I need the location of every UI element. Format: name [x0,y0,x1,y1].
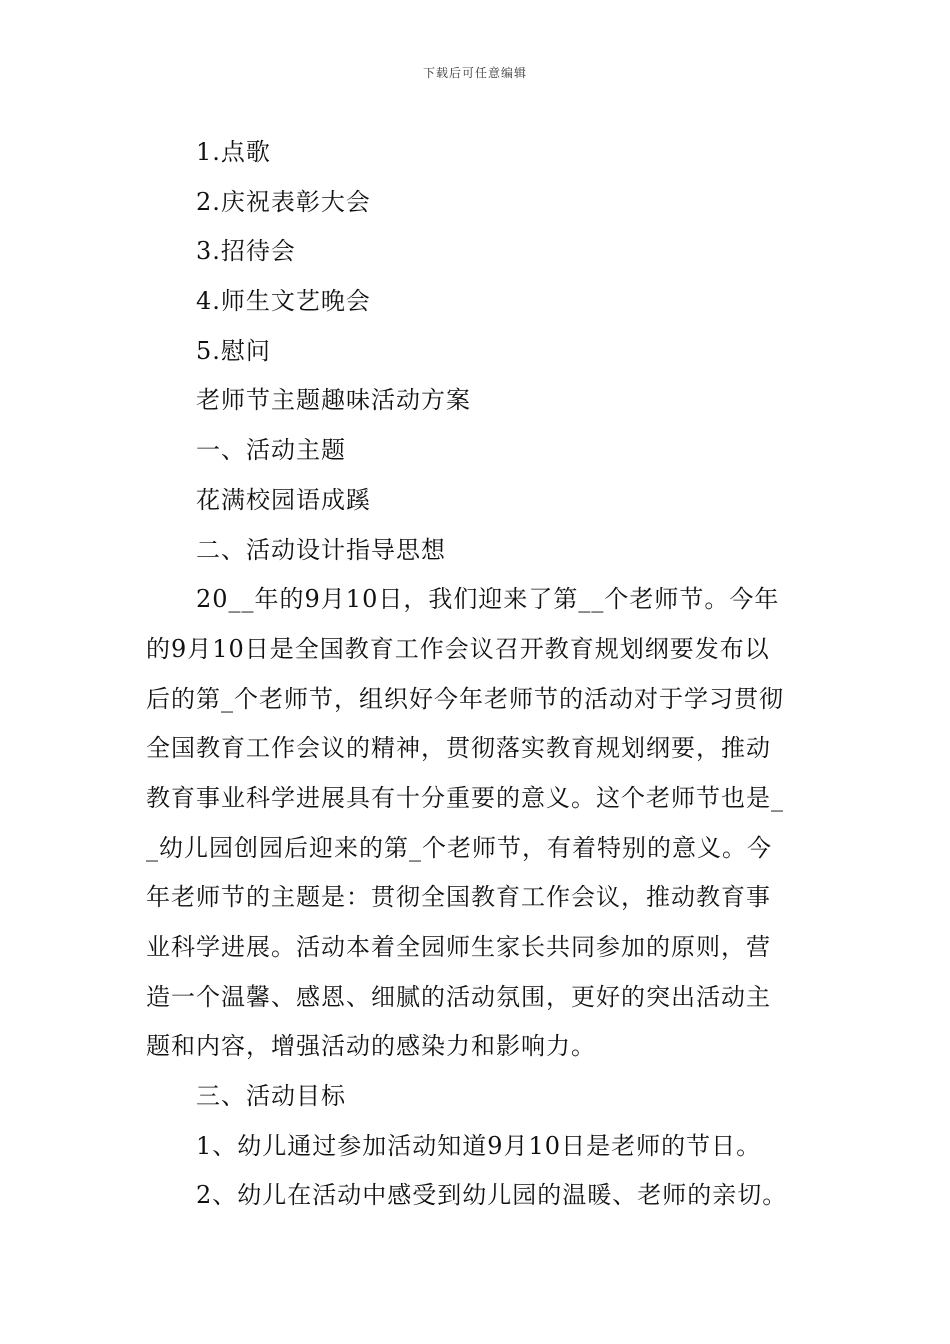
paragraph-line: 题和内容，增强活动的感染力和影响力。 [146,1032,596,1061]
goal-item: 1、幼儿通过参加活动知道9月10日是老师的节日。 [196,1131,762,1160]
paragraph-line: _幼儿园创园后迎来的第_个老师节，有着特别的意义。今 [146,833,772,862]
list-item: 5.慰问 [196,336,271,365]
paragraph-line: 全国教育工作会议的精神，贯彻落实教育规划纲要，推动 [146,734,771,763]
paragraph-line: 的9月10日是全国教育工作会议召开教育规划纲要发布以 [146,634,770,663]
list-item: 2.庆祝表彰大会 [196,187,371,216]
document-title: 老师节主题趣味活动方案 [196,386,471,415]
paragraph-line: 教育事业科学进展具有十分重要的意义。这个老师节也是_ [146,783,784,812]
section-text-theme: 花满校园语成蹊 [196,485,371,514]
section-heading-theme: 一、活动主题 [196,436,346,465]
paragraph-line: 后的第_个老师节，组织好今年老师节的活动对于学习贯彻 [146,684,784,713]
section-heading-goals: 三、活动目标 [196,1082,346,1111]
list-item: 1.点歌 [196,138,271,166]
paragraph-line: 20__年的9月10日，我们迎来了第__个老师节。今年 [196,585,780,614]
goal-item: 2、幼儿在活动中感受到幼儿园的温暖、老师的亲切。 [196,1181,788,1210]
paragraph-line: 造一个温馨、感恩、细腻的活动氛围，更好的突出活动主 [146,982,771,1011]
document-body [146,128,811,1221]
list-item: 4.师生文艺晚会 [196,287,371,316]
section-paragraph-guiding-idea [146,575,811,1072]
paragraph-line: 业科学进展。活动本着全园师生家长共同参加的原则，营 [146,933,771,961]
page-header-note: 下载后可任意编辑 [422,66,527,80]
paragraph-line: 年老师节的主题是：贯彻全国教育工作会议，推动教育事 [146,883,771,912]
list-item: 3.招待会 [196,237,296,266]
section-heading-guiding-idea: 二、活动设计指导思想 [196,535,446,564]
